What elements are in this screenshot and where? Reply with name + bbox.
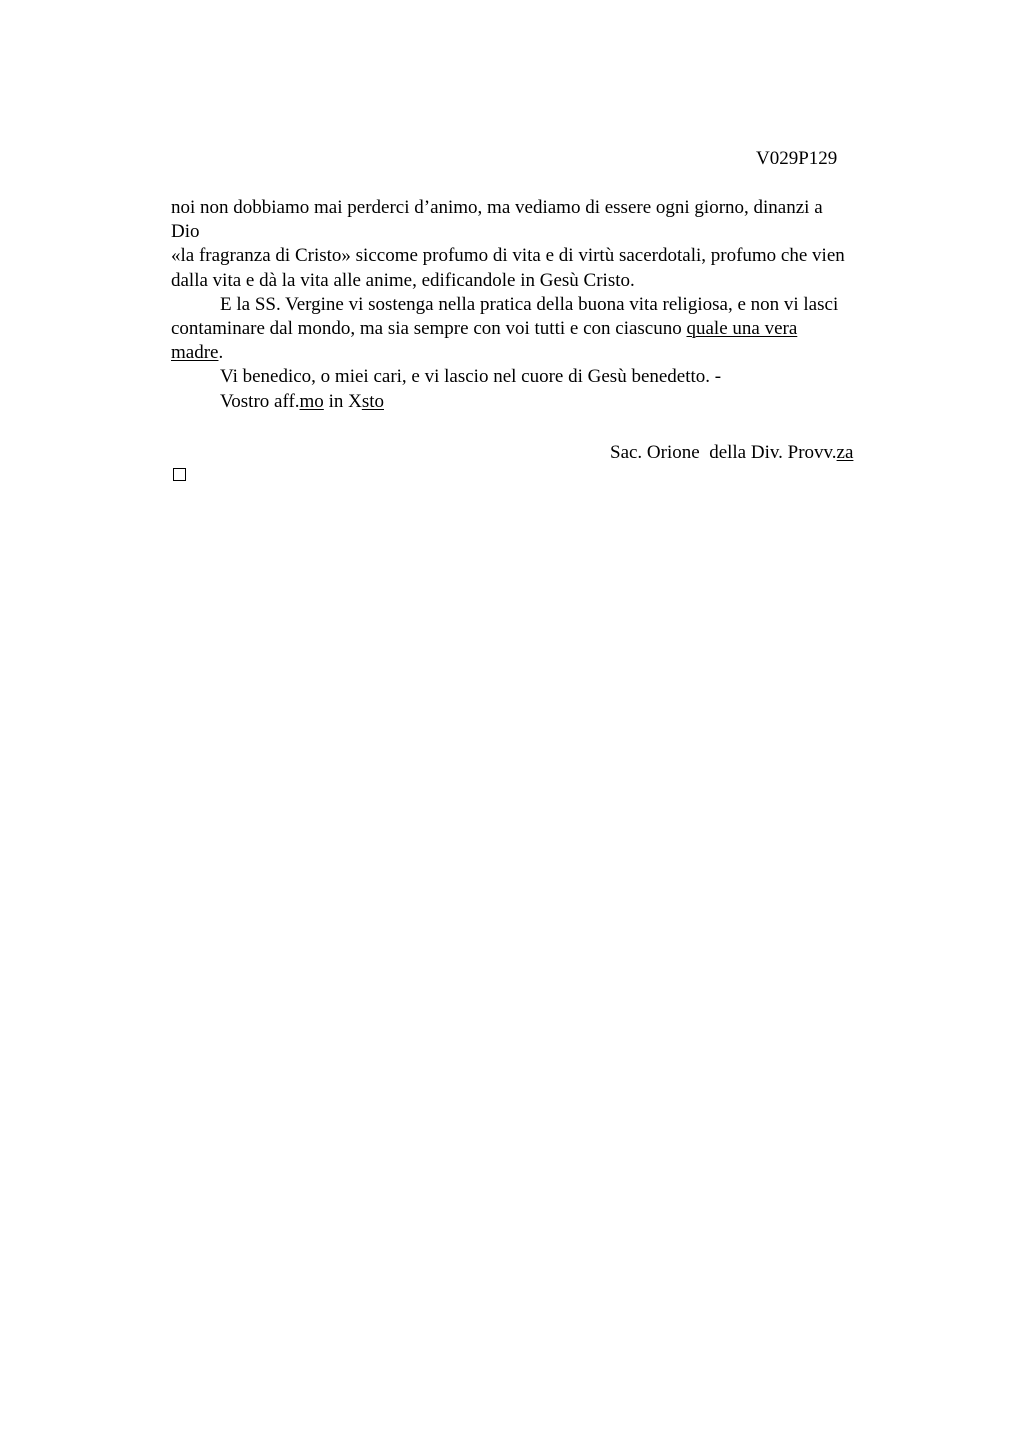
text-line-3: «la fragranza di Cristo» siccome profumo di vita e di virtù sacerdotali, profumo che vien <box>171 245 845 267</box>
text-line-1: noi non dobbiamo mai perderci d’animo, ma vediamo di essere ogni giorno, dinanzi a <box>171 197 823 218</box>
underlined-phrase: quale una vera <box>686 317 798 339</box>
signature <box>610 441 853 465</box>
empty-square-icon <box>173 468 186 481</box>
text-line-8: Vi benedico, o miei cari, e vi lascio nel cuore di Gesù benedetto. - <box>220 366 722 388</box>
text-line-7 <box>171 341 906 365</box>
underlined-word-madre: madre <box>171 342 219 364</box>
closing-abbrev-mo: mo <box>299 390 324 412</box>
closing-in-x: in X <box>323 390 362 412</box>
closing-abbrev-sto: sto <box>361 390 384 412</box>
text-line-6 <box>171 317 906 341</box>
text-line-6-plain: contaminare dal mondo, ma sia sempre con voi tutti e con ciascuno <box>171 317 687 339</box>
text-line-5: E la SS. Vergine vi sostenga nella pratica della buona vita religiosa, e non vi lasci <box>220 293 839 315</box>
page-code: V029P129 <box>756 148 838 169</box>
text-line-7-period: . <box>218 342 224 364</box>
closing-line <box>171 390 906 414</box>
signature-main: Sac. Orione della Div. Provv. <box>610 442 837 463</box>
letter-body <box>171 196 906 414</box>
text-line-2: Dio <box>171 221 200 243</box>
closing-vostro: Vostro aff. <box>220 390 300 412</box>
text-line-4: dalla vita e dà la vita alle anime, edificandole in Gesù Cristo. <box>171 269 635 291</box>
signature-suffix: za <box>836 442 854 463</box>
